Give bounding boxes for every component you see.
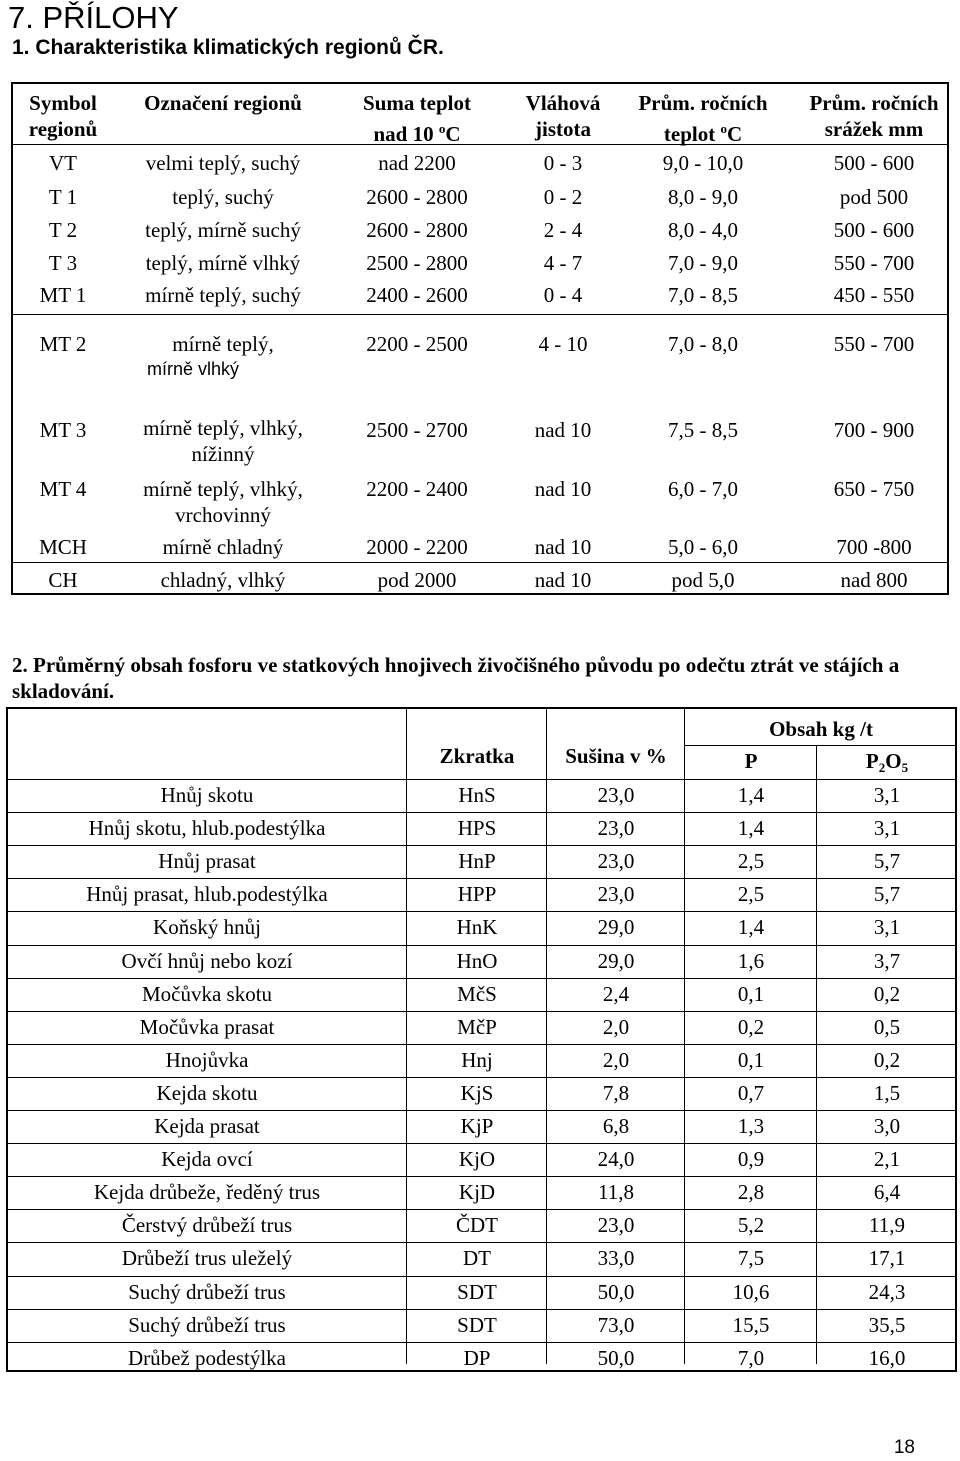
table-cell-p2o5: 17,1: [868, 1246, 906, 1271]
table-cell-susina: 50,0: [597, 1279, 635, 1304]
table-cell-name: velmi teplý, suchý: [145, 151, 301, 175]
col-divider: [684, 709, 685, 1364]
page-number: 18: [893, 1437, 915, 1458]
table-cell-nazev: Suchý drůbeží trus: [128, 1312, 286, 1337]
table-cell-teplota: 7,0 - 9,0: [668, 251, 738, 275]
table-row-mt4-suma: 2200 - 2400: [366, 477, 468, 501]
table-row-mt3-symbol: MT 3: [39, 418, 87, 442]
table-cell-p2o5: 0,2: [873, 981, 901, 1006]
table-row-ch-srazky: nad 800: [840, 568, 908, 592]
col-divider: [816, 745, 817, 1364]
col-divider: [406, 709, 407, 1364]
table-cell-name: teplý, mírně vlhký: [145, 251, 301, 275]
table-row-mch-teplota: 5,0 - 6,0: [668, 535, 738, 559]
table-cell-p2o5: 3,1: [873, 783, 901, 807]
header-susina: Sušina v %: [565, 744, 667, 768]
table-cell-p: 2,5: [737, 849, 765, 874]
table-cell-vlaha: 0 - 4: [543, 283, 583, 307]
table-cell-nazev: Kejda ovcí: [161, 1147, 253, 1172]
table-cell-suma: 2500 - 2800: [366, 251, 468, 275]
table-row-ch-suma: pod 2000: [377, 568, 457, 592]
table-cell-zkratka: SDT: [457, 1312, 497, 1337]
header-vlahova-jistota: Vláhová jistota: [525, 91, 601, 141]
table-cell-p2o5: 0,2: [873, 1047, 901, 1072]
table-row-ch-teplota: pod 5,0: [671, 568, 735, 592]
table-1-rule: [13, 314, 947, 315]
table-cell-vlaha: 0 - 3: [543, 151, 583, 175]
table-cell-zkratka: KjO: [458, 1147, 496, 1172]
table-row-mch-vlaha: nad 10: [534, 535, 592, 559]
table-row-mt2-teplota: 7,0 - 8,0: [668, 332, 738, 356]
table-cell-susina: 2,0: [602, 1047, 630, 1072]
table-cell-nazev: Koňský hnůj: [153, 915, 261, 940]
table-row-mt4-teplota: 6,0 - 7,0: [668, 477, 738, 501]
table-cell-p2o5: 3,1: [873, 816, 901, 841]
table-cell-p2o5: 35,5: [868, 1312, 906, 1337]
table-row-mt2-symbol: MT 2: [39, 332, 87, 356]
col-divider: [546, 709, 547, 1364]
header-zkratka: Zkratka: [439, 744, 515, 768]
table-cell-name: teplý, suchý: [172, 185, 274, 209]
table-cell-p2o5: 0,5: [873, 1014, 901, 1039]
table-cell-p: 1,4: [737, 816, 765, 841]
table-cell-susina: 23,0: [597, 849, 635, 874]
table-cell-nazev: Hnojůvka: [165, 1047, 249, 1072]
table-row-mt4-name-2: vrchovinný: [175, 503, 271, 527]
header-suma-teplot: Suma teplot nad 10 $^o$C: [363, 91, 471, 146]
table-cell-p: 2,8: [737, 1180, 765, 1205]
table-cell-zkratka: Hnj: [461, 1047, 493, 1072]
table-cell-zkratka: HnO: [456, 948, 498, 973]
table-cell-nazev: Ovčí hnůj nebo kozí: [121, 948, 293, 973]
table-cell-p2o5: 3,7: [873, 948, 901, 973]
table-cell-p2o5: 6,4: [873, 1180, 901, 1205]
table-row-mt2-name-2: mírně vlhký: [146, 359, 240, 379]
table-cell-susina: 73,0: [597, 1312, 635, 1337]
table-cell-susina: 24,0: [597, 1147, 635, 1172]
table-row-mt2-suma: 2200 - 2500: [366, 332, 468, 356]
table-cell-nazev: Močůvka prasat: [139, 1014, 275, 1039]
table-row-mt3-suma: 2500 - 2700: [366, 418, 468, 442]
table-row-mch-name: mírně chladný: [162, 535, 284, 559]
table-1-header-rule: [13, 144, 947, 145]
header-prum-srazek: Prům. ročních srážek mm: [809, 91, 939, 141]
table-cell-p2o5: 2,1: [873, 1147, 901, 1172]
table-cell-p: 1,4: [737, 783, 765, 807]
header-obsah: Obsah kg /t: [769, 717, 873, 741]
table-cell-susina: 2,4: [602, 981, 630, 1006]
table-cell-symbol: MT 1: [39, 283, 87, 307]
table-cell-srazky: 500 - 600: [833, 218, 915, 242]
table-cell-p2o5: 3,0: [873, 1114, 901, 1138]
table-cell-nazev: Kejda prasat: [154, 1114, 260, 1138]
table-cell-nazev: Hnůj skotu, hlub.podestýlka: [88, 816, 326, 841]
table-cell-susina: 50,0: [597, 1345, 635, 1370]
table-cell-srazky: 500 - 600: [833, 151, 915, 175]
table-row-mt4-srazky: 650 - 750: [833, 477, 915, 501]
table-cell-susina: 6,8: [602, 1114, 630, 1138]
table-cell-susina: 29,0: [597, 915, 635, 940]
table-cell-p2o5: 5,7: [873, 882, 901, 907]
table-cell-susina: 11,8: [598, 1180, 634, 1205]
table-row-mt4-symbol: MT 4: [39, 477, 87, 501]
table-cell-nazev: Kejda drůbeže, ředěný trus: [93, 1180, 321, 1205]
table-cell-susina: 7,8: [602, 1080, 630, 1105]
table-cell-p2o5: 3,1: [873, 915, 901, 940]
phosphorus-content-table: [6, 707, 957, 1372]
table-cell-name: teplý, mírně suchý: [145, 218, 301, 242]
table-row-mt3-srazky: 700 - 900: [833, 418, 915, 442]
table-cell-p: 1,6: [737, 948, 765, 973]
table-cell-p: 0,9: [737, 1147, 765, 1172]
table-cell-zkratka: MčS: [457, 981, 497, 1006]
table-cell-p: 7,0: [737, 1345, 765, 1370]
table-row-mt3-vlaha: nad 10: [534, 418, 592, 442]
table-cell-nazev: Hnůj skotu: [160, 783, 254, 807]
table-cell-srazky: 450 - 550: [833, 283, 915, 307]
table-row-mt2-name: mírně teplý,: [172, 332, 274, 356]
table-cell-nazev: Hnůj prasat, hlub.podestýlka: [86, 882, 328, 907]
table-cell-susina: 23,0: [597, 816, 635, 841]
table-cell-p: 2,5: [737, 882, 765, 907]
table-cell-symbol: T 1: [48, 185, 78, 209]
table-cell-zkratka: KjP: [460, 1114, 494, 1138]
header-symbol: Symbol regionů: [28, 91, 98, 141]
table-cell-nazev: Drůbež podestýlka: [127, 1345, 287, 1370]
section-2-title: 2. Průměrný obsah fosforu ve statkových hnojivech živočišného původu po odečtu ztrát ve stájích a skladování.: [12, 653, 900, 703]
table-cell-nazev: Čerstvý drůbeží trus: [121, 1213, 293, 1238]
table-cell-p: 0,2: [737, 1014, 765, 1039]
table-cell-p: 1,3: [737, 1114, 765, 1138]
table-cell-teplota: 8,0 - 4,0: [668, 218, 738, 242]
table-cell-symbol: T 2: [48, 218, 78, 242]
table-cell-symbol: T 3: [48, 251, 78, 275]
table-cell-susina: 23,0: [597, 783, 635, 807]
table-cell-p: 10,6: [732, 1279, 770, 1304]
table-cell-susina: 33,0: [597, 1246, 635, 1271]
climate-regions-table: [11, 82, 949, 595]
table-cell-p: 0,1: [737, 1047, 765, 1072]
table-cell-p: 0,1: [737, 981, 765, 1006]
table-cell-nazev: Suchý drůbeží trus: [128, 1279, 286, 1304]
table-row-mt2-vlaha: 4 - 10: [538, 332, 588, 356]
table-cell-zkratka: HnK: [456, 915, 498, 940]
table-cell-p: 7,5: [737, 1246, 765, 1271]
table-cell-vlaha: 4 - 7: [543, 251, 583, 275]
table-cell-teplota: 7,0 - 8,5: [668, 283, 738, 307]
table-cell-p2o5: 1,5: [873, 1080, 901, 1105]
table-row-ch-name: chladný, vlhký: [160, 568, 286, 592]
table-row-mch-suma: 2000 - 2200: [366, 535, 468, 559]
header-p2o5: $P_2O_5$: [865, 749, 909, 775]
table-cell-suma: 2600 - 2800: [366, 218, 468, 242]
table-cell-zkratka: MčP: [457, 1014, 497, 1039]
table-cell-p: 1,4: [737, 915, 765, 940]
table-row-mt3-name-2: nížinný: [191, 442, 255, 466]
table-cell-zkratka: HPP: [457, 882, 497, 907]
table-row-mt4-vlaha: nad 10: [534, 477, 592, 501]
table-cell-nazev: Kejda skotu: [156, 1080, 258, 1105]
table-cell-suma: 2600 - 2800: [366, 185, 468, 209]
table-1-rule-mch: [13, 562, 947, 563]
table-cell-susina: 23,0: [597, 882, 635, 907]
table-cell-susina: 29,0: [597, 948, 635, 973]
table-cell-p: 0,7: [737, 1080, 765, 1105]
table-cell-p: 5,2: [737, 1213, 765, 1238]
table-cell-p2o5: 16,0: [868, 1345, 906, 1370]
table-cell-zkratka: KjS: [460, 1080, 494, 1105]
table-cell-srazky: 550 - 700: [833, 251, 915, 275]
page-heading: 7. PŘÍLOHY: [8, 0, 179, 35]
table-cell-name: mírně teplý, suchý: [145, 283, 301, 307]
table-row-ch-vlaha: nad 10: [534, 568, 592, 592]
table-cell-vlaha: 2 - 4: [543, 218, 583, 242]
table-row-mt4-name: mírně teplý, vlhký,: [143, 477, 303, 501]
table-row-mt3-name: mírně teplý, vlhký,: [143, 416, 303, 440]
header-prum-teplot: Prům. ročních teplot $^o$C: [638, 91, 768, 146]
table-cell-zkratka: DT: [463, 1246, 491, 1271]
table-cell-nazev: Močůvka skotu: [141, 981, 273, 1006]
table-cell-zkratka: HnS: [458, 783, 496, 807]
table-cell-suma: nad 2200: [378, 151, 456, 175]
table-cell-vlaha: 0 - 2: [543, 185, 583, 209]
table-cell-p2o5: 11,9: [869, 1213, 905, 1238]
table-cell-symbol: VT: [49, 151, 77, 175]
table-cell-susina: 23,0: [597, 1213, 635, 1238]
section-1-title: 1. Charakteristika klimatických regionů ČR.: [12, 36, 444, 59]
table-cell-p2o5: 24,3: [868, 1279, 906, 1304]
table-row-ch-symbol: CH: [48, 568, 78, 592]
table-cell-zkratka: HnP: [458, 849, 496, 874]
table-cell-teplota: 8,0 - 9,0: [668, 185, 738, 209]
table-cell-srazky: pod 500: [839, 185, 909, 209]
table-cell-zkratka: HPS: [457, 816, 497, 841]
table-cell-zkratka: DP: [463, 1345, 491, 1370]
table-cell-susina: 2,0: [602, 1014, 630, 1039]
table-row-mt2-srazky: 550 - 700: [833, 332, 915, 356]
table-cell-p2o5: 5,7: [873, 849, 901, 874]
table-cell-nazev: Drůbeží trus uleželý: [121, 1246, 293, 1271]
table-cell-zkratka: SDT: [457, 1279, 497, 1304]
table-cell-zkratka: ČDT: [456, 1213, 498, 1238]
table-cell-nazev: Hnůj prasat: [158, 849, 256, 874]
table-cell-zkratka: KjD: [458, 1180, 496, 1205]
table-row-mt3-teplota: 7,5 - 8,5: [668, 418, 738, 442]
table-cell-suma: 2400 - 2600: [366, 283, 468, 307]
header-oznaceni: Označení regionů: [144, 91, 302, 115]
table-row-mch-symbol: MCH: [39, 535, 87, 559]
header-p: P: [744, 749, 758, 773]
table-cell-p: 15,5: [732, 1312, 770, 1337]
table-row-mch-srazky: 700 -800: [836, 535, 912, 559]
table-cell-teplota: 9,0 - 10,0: [662, 151, 744, 175]
